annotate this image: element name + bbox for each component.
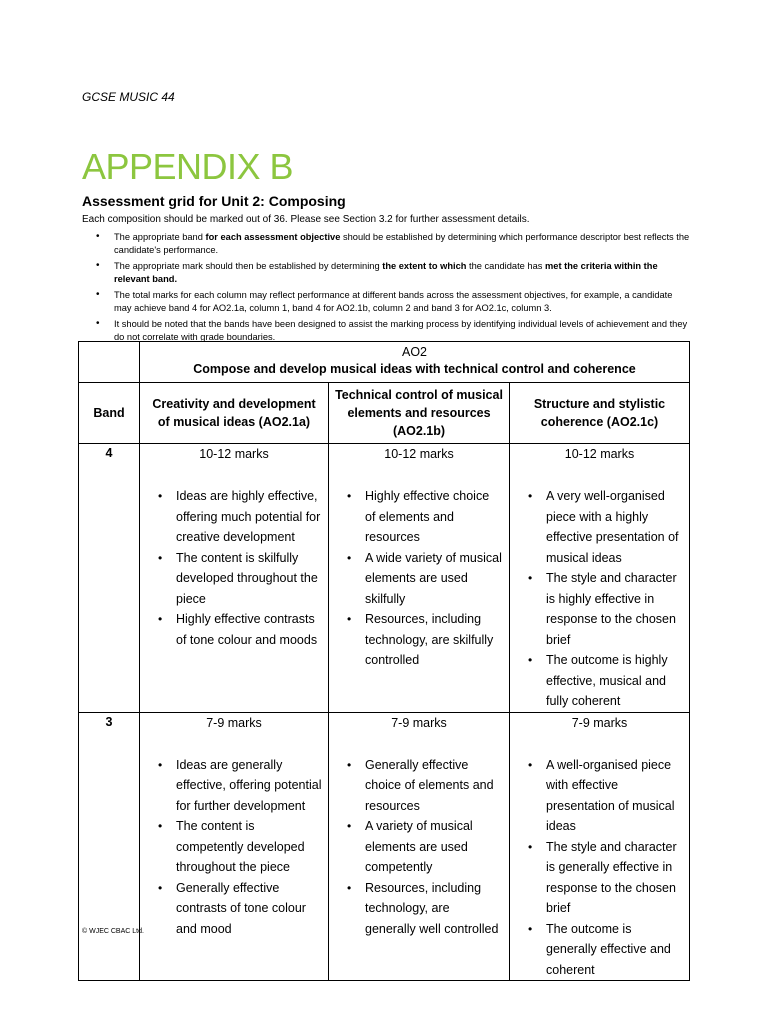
marks-range: 10-12 marks (564, 447, 635, 461)
band-number: 3 (79, 712, 140, 981)
instruction-item: • The appropriate mark should then be established by determining the extent to which the candidate has met the criteria within the relevant band. (82, 260, 692, 286)
marks-range: 7-9 marks (206, 715, 262, 730)
criteria-item: • Resources, including technology, are generally well controlled (329, 878, 503, 940)
criteria-item: • Generally effective contrasts of tone colour and mood (140, 878, 322, 940)
criteria-item: • The style and character is generally effective in response to the chosen brief (510, 837, 683, 919)
table-row (79, 444, 690, 713)
criteria-list (140, 755, 328, 940)
criteria-item: • Generally effective choice of elements and resources (329, 755, 503, 817)
section-subtitle: Assessment grid for Unit 2: Composing (82, 193, 346, 209)
criteria-item: • Resources, including technology, are skilfully controlled (329, 609, 503, 671)
criteria-item: • The outcome is highly effective, musical and fully coherent (510, 650, 683, 712)
criteria-cell (329, 444, 510, 713)
intro-text: Each composition should be marked out of 36. Please see Section 3.2 for further assessment details. (82, 214, 530, 225)
criteria-item: • A well-organised piece with effective presentation of musical ideas (510, 755, 683, 837)
criteria-item: • Ideas are highly effective, offering much potential for creative development (140, 486, 322, 548)
running-head: GCSE MUSIC 44 (82, 90, 175, 104)
column-header: Creativity and development of musical ideas (AO2.1a) (140, 383, 329, 444)
column-header-row (79, 383, 690, 444)
instructions-list (82, 231, 692, 347)
marks-range: 7-9 marks (391, 715, 447, 730)
criteria-item: • A wide variety of musical elements are used skilfully (329, 548, 503, 610)
assessment-grid (78, 341, 690, 981)
marks-range: 7-9 marks (571, 715, 628, 730)
empty-cell (79, 342, 140, 383)
criteria-list (329, 486, 509, 671)
criteria-item: • Highly effective contrasts of tone colour and moods (140, 609, 322, 650)
criteria-item: • A very well-organised piece with a highly effective presentation of musical ideas (510, 486, 683, 568)
criteria-cell (510, 712, 690, 981)
marks-range: 10-12 marks (199, 447, 269, 461)
criteria-list (510, 755, 689, 981)
criteria-item: • Highly effective choice of elements and resources (329, 486, 503, 548)
column-header: Structure and stylistic coherence (AO2.1c) (510, 383, 690, 444)
instruction-item: • It should be noted that the bands have been designed to assist the marking process by identifying individual levels of achievement and they do not correlate with grade boundaries. (82, 318, 692, 344)
criteria-item: • The content is skilfully developed throughout the piece (140, 548, 322, 610)
criteria-item: • The content is competently developed throughout the piece (140, 816, 322, 878)
appendix-title: APPENDIX B (82, 146, 294, 187)
band-number: 4 (79, 444, 140, 713)
ao-code: AO2 (401, 345, 427, 359)
criteria-cell (510, 444, 690, 713)
criteria-cell (140, 444, 329, 713)
criteria-list (329, 755, 509, 940)
criteria-item: • The style and character is highly effective in response to the chosen brief (510, 568, 683, 650)
table-row (79, 712, 690, 981)
criteria-item: • Ideas are generally effective, offering potential for further development (140, 755, 322, 817)
ao-description: Compose and develop musical ideas with technical control and coherence (193, 362, 636, 376)
instruction-item: • The total marks for each column may reflect performance at different bands across the assessment objectives, for example, a candidate may achieve band 4 for AO2.1a, column 1, band 4 for AO2.1b, column 2 and band 3 for AO2.1c, column 3. (82, 289, 692, 315)
ao-header-row (79, 342, 690, 383)
criteria-cell (329, 712, 510, 981)
marks-range: 10-12 marks (384, 447, 454, 461)
column-header: Technical control of musical elements and resources (AO2.1b) (329, 383, 510, 444)
instruction-item: • The appropriate band for each assessment objective should be established by determining which performance descriptor best reflects the candidate's performance. (82, 231, 692, 257)
criteria-cell (140, 712, 329, 981)
ao-header (140, 342, 690, 383)
band-header: Band (79, 383, 140, 444)
criteria-item: • A variety of musical elements are used competently (329, 816, 503, 878)
criteria-item: • The outcome is generally effective and coherent (510, 919, 683, 981)
criteria-list (510, 486, 689, 712)
criteria-list (140, 486, 328, 650)
copyright-notice: © WJEC CBAC Ltd. (82, 928, 144, 935)
